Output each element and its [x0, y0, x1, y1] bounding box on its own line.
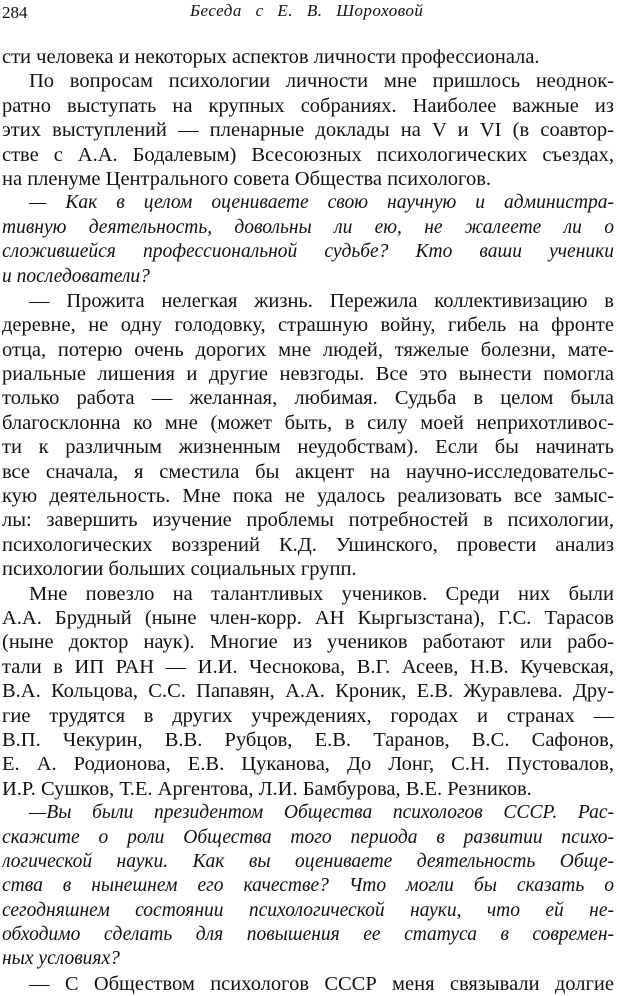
- text-line: только работа — желанная, любимая. Судьба в целом была: [2, 387, 614, 410]
- text-line: лы: завершить изучение проблемы потребностей в психологии,: [2, 509, 614, 532]
- text-line: благосклонна ко мне (может быть, в силу моей неприхотливос-: [2, 411, 614, 434]
- text-line: стве с А.А. Бодалевым) Всесоюзных психологических съездах,: [2, 143, 614, 166]
- text-line: В.П. Чекурин, В.В. Рубцов, Е.В. Таранов, В.С. Сафонов,: [2, 728, 614, 751]
- text-line: По вопросам психологии личности мне пришлось неоднок-: [29, 70, 614, 93]
- text-line: гие трудятся в других учреждениях, городах и странах —: [2, 704, 614, 727]
- text-line: деревне, не одну голодовку, страшную войну, гибель на фронте: [2, 314, 614, 337]
- question-line: скажите о роли Общества того периода в развитии психо-: [2, 826, 614, 848]
- text-line: на пленуме Центрального совета Общества психологов.: [2, 167, 492, 190]
- text-line: А.А. Брудный (ныне член-корр. АН Кыргызстана), Г.С. Тарасов: [2, 606, 614, 629]
- text-line: — С Обществом психологов СССР меня связывали долгие: [29, 972, 614, 995]
- text-line: риальные лишения и другие невзгоды. Все это вынести помогла: [2, 363, 614, 386]
- text-line: психологии больших социальных групп.: [2, 558, 357, 581]
- question-line: ных условиях?: [2, 948, 120, 970]
- question-line: тивную деятельность, довольны ли ею, не жалеете ли о: [2, 216, 614, 238]
- question-line: сложившейся профессиональной судьбе? Кто ваши ученики: [2, 241, 614, 263]
- question-line: логической науки. Как вы оцениваете деятельность Обще-: [2, 850, 614, 872]
- body-text: [2, 45, 614, 996]
- question-line: сегодняшнем состоянии психологической науки, что ей не-: [2, 899, 614, 921]
- running-head: Беседа с Е. В. Шороховой: [190, 1, 424, 20]
- question-line: ства в нынешнем его качестве? Что могли бы сказать о: [2, 875, 614, 897]
- text-line: психологических воззрений К.Д. Ушинского, провести анализ: [2, 533, 614, 556]
- text-line: — Прожита нелегкая жизнь. Пережила коллективизацию в: [29, 289, 614, 312]
- question-line: — Как в целом оцениваете свою научную и администра-: [29, 192, 614, 214]
- text-line: ратно выступать на крупных собраниях. Наиболее важные из: [2, 94, 614, 117]
- text-line: (ныне доктор наук). Многие из учеников работают или рабо-: [2, 631, 614, 654]
- question-line: —Вы были президентом Общества психологов СССР. Рас-: [29, 802, 614, 824]
- text-line: этих выступлений — пленарные доклады на V и VI (в соавтор-: [2, 119, 614, 142]
- page-number: 284: [2, 3, 28, 22]
- text-line: сти человека и некоторых аспектов личности профессионала.: [2, 46, 540, 68]
- text-line: кую деятельность. Мне пока не удалось реализовать все замыс-: [2, 485, 614, 508]
- text-line: все сначала, я сместила бы акцент на научно-исследовательс-: [2, 460, 614, 483]
- text-line: ти к различным жизненным неудобствам). Если бы начинать: [2, 436, 614, 459]
- text-line: отца, потерю очень дорогих мне людей, тяжелые болезни, мате-: [2, 338, 614, 361]
- text-line: Е. А. Родионова, Е.В. Цуканова, До Лонг, С.Н. Пустовалов,: [2, 753, 614, 776]
- text-line: В.А. Кольцова, С.С. Папавян, А.А. Кроник, Е.В. Журавлева. Дру-: [2, 680, 614, 703]
- text-line: тали в ИП РАН — И.И. Чеснокова, В.Г. Асеев, Н.В. Кучевская,: [2, 655, 614, 678]
- question-line: и последователи?: [2, 265, 150, 287]
- text-line: Мне повезло на талантливых учеников. Среди них были: [29, 582, 614, 605]
- text-line: И.Р. Сушков, Т.Е. Аргентова, Л.И. Бамбурова, В.Е. Резников.: [2, 777, 532, 800]
- page-header: [0, 0, 620, 26]
- question-line: обходимо сделать для повышения ее статуса в современ-: [2, 924, 614, 946]
